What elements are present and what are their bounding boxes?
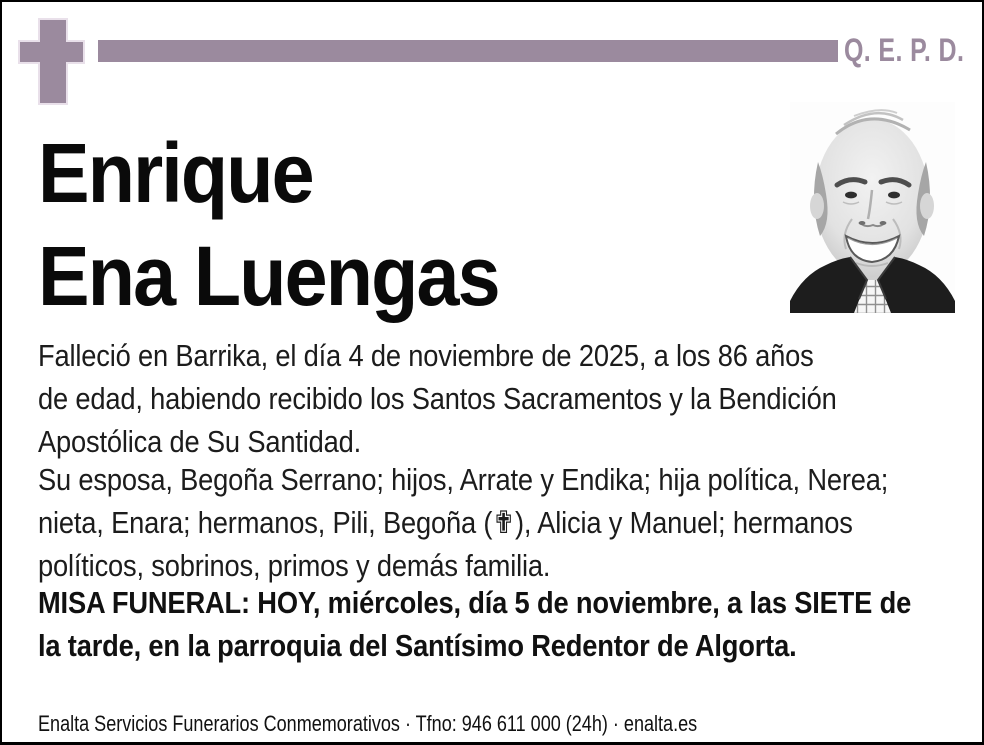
deceased-name: Enrique Ena Luengas: [38, 126, 499, 323]
funeral-home-footer: Enalta Servicios Funerarios Conmemorativos · Tfno: 946 611 000 (24h) · enalta.es: [38, 711, 698, 736]
latin-cross-icon: [17, 17, 86, 106]
header-bar: [98, 40, 838, 62]
qepd-label: Q. E. P. D.: [843, 32, 964, 68]
funeral-notice-paragraph: MISA FUNERAL: HOY, miércoles, día 5 de noviembre, a las SIETE de la tarde, en la parroquia del Santísimo Redentor de Algorta.: [38, 585, 912, 663]
family-paragraph: Su esposa, Begoña Serrano; hijos, Arrate y Endika; hija política, Nerea; nieta, Enara; hermanos, Pili, Begoña (✟), Alicia y Manuel; hermanos políticos, sobrinos, primos y demás familia.: [38, 462, 889, 583]
death-notice-paragraph: Falleció en Barrika, el día 4 de noviembre de 2025, a los 86 años de edad, habiendo recibido los Santos Sacramentos y la Bendición Apostólica de Su Santidad.: [38, 338, 837, 459]
portrait-photo: [790, 102, 955, 313]
